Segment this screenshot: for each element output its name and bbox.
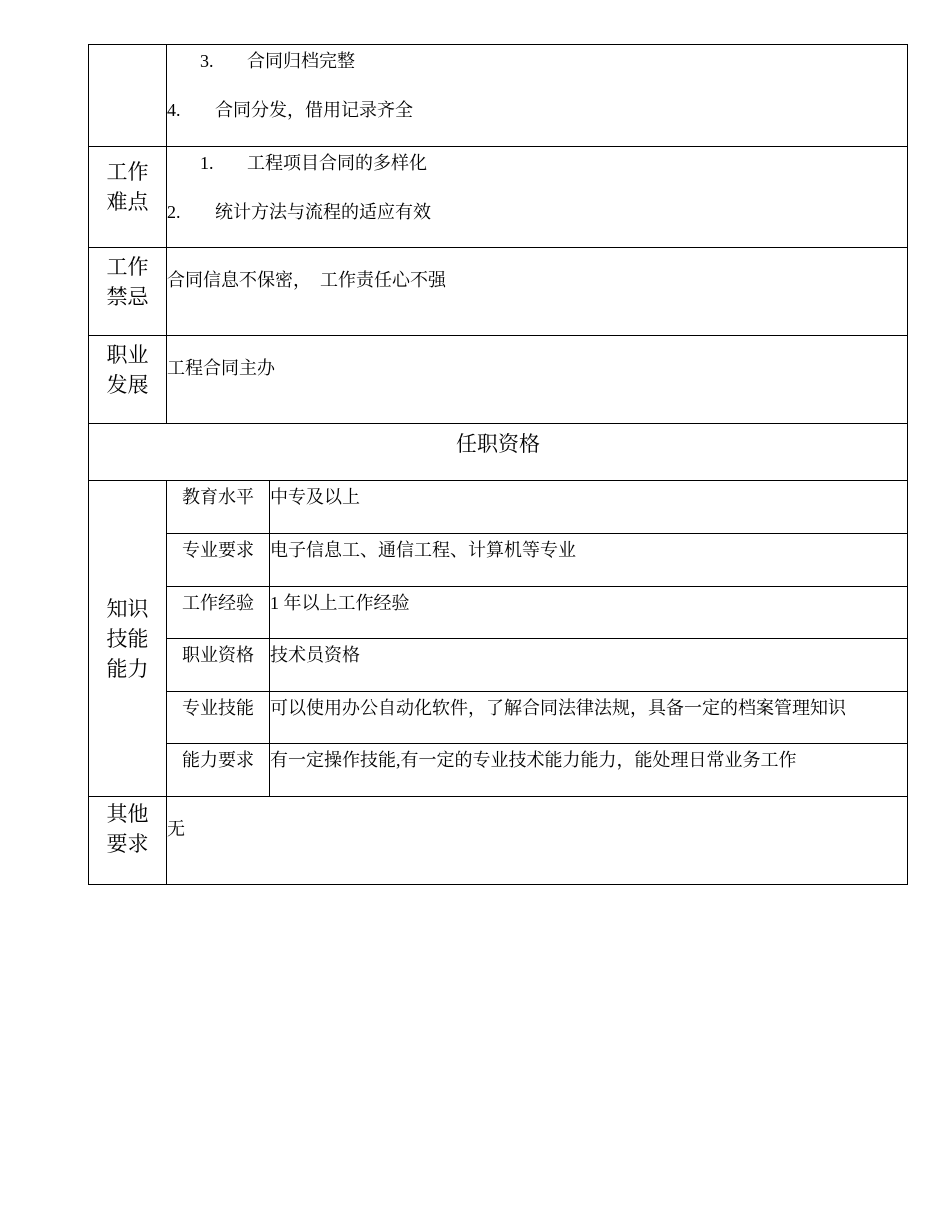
skill-label: 工作经验 <box>167 587 270 639</box>
career-cell <box>167 336 908 424</box>
skill-label: 专业技能 <box>167 692 270 744</box>
skill-value: 技术员资格 <box>270 639 908 692</box>
other-text: 无 <box>167 819 185 839</box>
skills-row <box>89 639 908 692</box>
duty-item-3-text: 合同归档完整 <box>247 51 355 71</box>
skills-row <box>89 692 908 744</box>
difficulty-row <box>89 147 908 248</box>
difficulty-item-1-number: 1. <box>200 153 214 173</box>
duty-item-4-text: 合同分发，借用记录齐全 <box>215 100 413 120</box>
job-description-sheet <box>88 44 907 885</box>
duty-item-4 <box>167 98 907 122</box>
taboo-row <box>89 248 908 336</box>
duty-item-3-number: 3. <box>200 51 214 71</box>
career-row <box>89 336 908 424</box>
skills-header-line-2: 技能 <box>106 626 149 651</box>
taboo-header-line-2: 禁忌 <box>106 285 149 309</box>
other-header-line-2: 要求 <box>106 832 149 856</box>
skills-row <box>89 534 908 587</box>
difficulty-item-1-text: 工程项目合同的多样化 <box>247 153 427 173</box>
skill-value: 1 年以上工作经验 <box>270 587 908 639</box>
other-header <box>89 797 167 885</box>
skills-row <box>89 481 908 534</box>
skill-label: 专业要求 <box>167 534 270 587</box>
skill-label: 教育水平 <box>167 481 270 534</box>
duties-continued-cell <box>167 45 908 147</box>
skill-label: 职业资格 <box>167 639 270 692</box>
career-text: 工程合同主办 <box>167 358 275 378</box>
difficulty-item-1 <box>167 151 907 175</box>
career-header-line-2: 发展 <box>106 373 149 397</box>
skill-value: 有一定操作技能,有一定的专业技术能力能力，能处理日常业务工作 <box>270 744 908 797</box>
qualification-title: 任职资格 <box>89 424 908 481</box>
difficulty-item-2-text: 统计方法与流程的适应有效 <box>215 202 431 222</box>
difficulty-header <box>89 147 167 248</box>
difficulty-header-line-1: 工作 <box>106 160 149 184</box>
job-description-table <box>88 44 908 885</box>
taboo-cell <box>167 248 908 336</box>
difficulty-item-2-number: 2. <box>167 202 181 222</box>
skill-value: 可以使用办公自动化软件，了解合同法律法规，具备一定的档案管理知识 <box>270 692 908 744</box>
qualification-title-row <box>89 424 908 481</box>
difficulty-header-line-2: 难点 <box>106 190 149 214</box>
duty-item-4-number: 4. <box>167 100 181 120</box>
other-cell <box>167 797 908 885</box>
skills-row <box>89 744 908 797</box>
taboo-text: 合同信息不保密， 工作责任心不强 <box>167 270 446 290</box>
career-header-line-1: 职业 <box>106 343 149 367</box>
career-header <box>89 336 167 424</box>
skills-header-line-1: 知识 <box>106 596 149 621</box>
taboo-header-line-1: 工作 <box>106 255 149 279</box>
skill-value: 中专及以上 <box>270 481 908 534</box>
duty-item-3 <box>167 49 907 73</box>
duties-continued-header-cell <box>89 45 167 147</box>
skills-row <box>89 587 908 639</box>
difficulty-item-2 <box>167 200 907 224</box>
skill-label: 能力要求 <box>167 744 270 797</box>
duties-continued-row <box>89 45 908 147</box>
skill-value: 电子信息工、通信工程、计算机等专业 <box>270 534 908 587</box>
difficulty-cell <box>167 147 908 248</box>
skills-header-line-3: 能力 <box>106 656 149 681</box>
other-row <box>89 797 908 885</box>
skills-header <box>89 481 167 797</box>
other-header-line-1: 其他 <box>106 802 149 826</box>
taboo-header <box>89 248 167 336</box>
